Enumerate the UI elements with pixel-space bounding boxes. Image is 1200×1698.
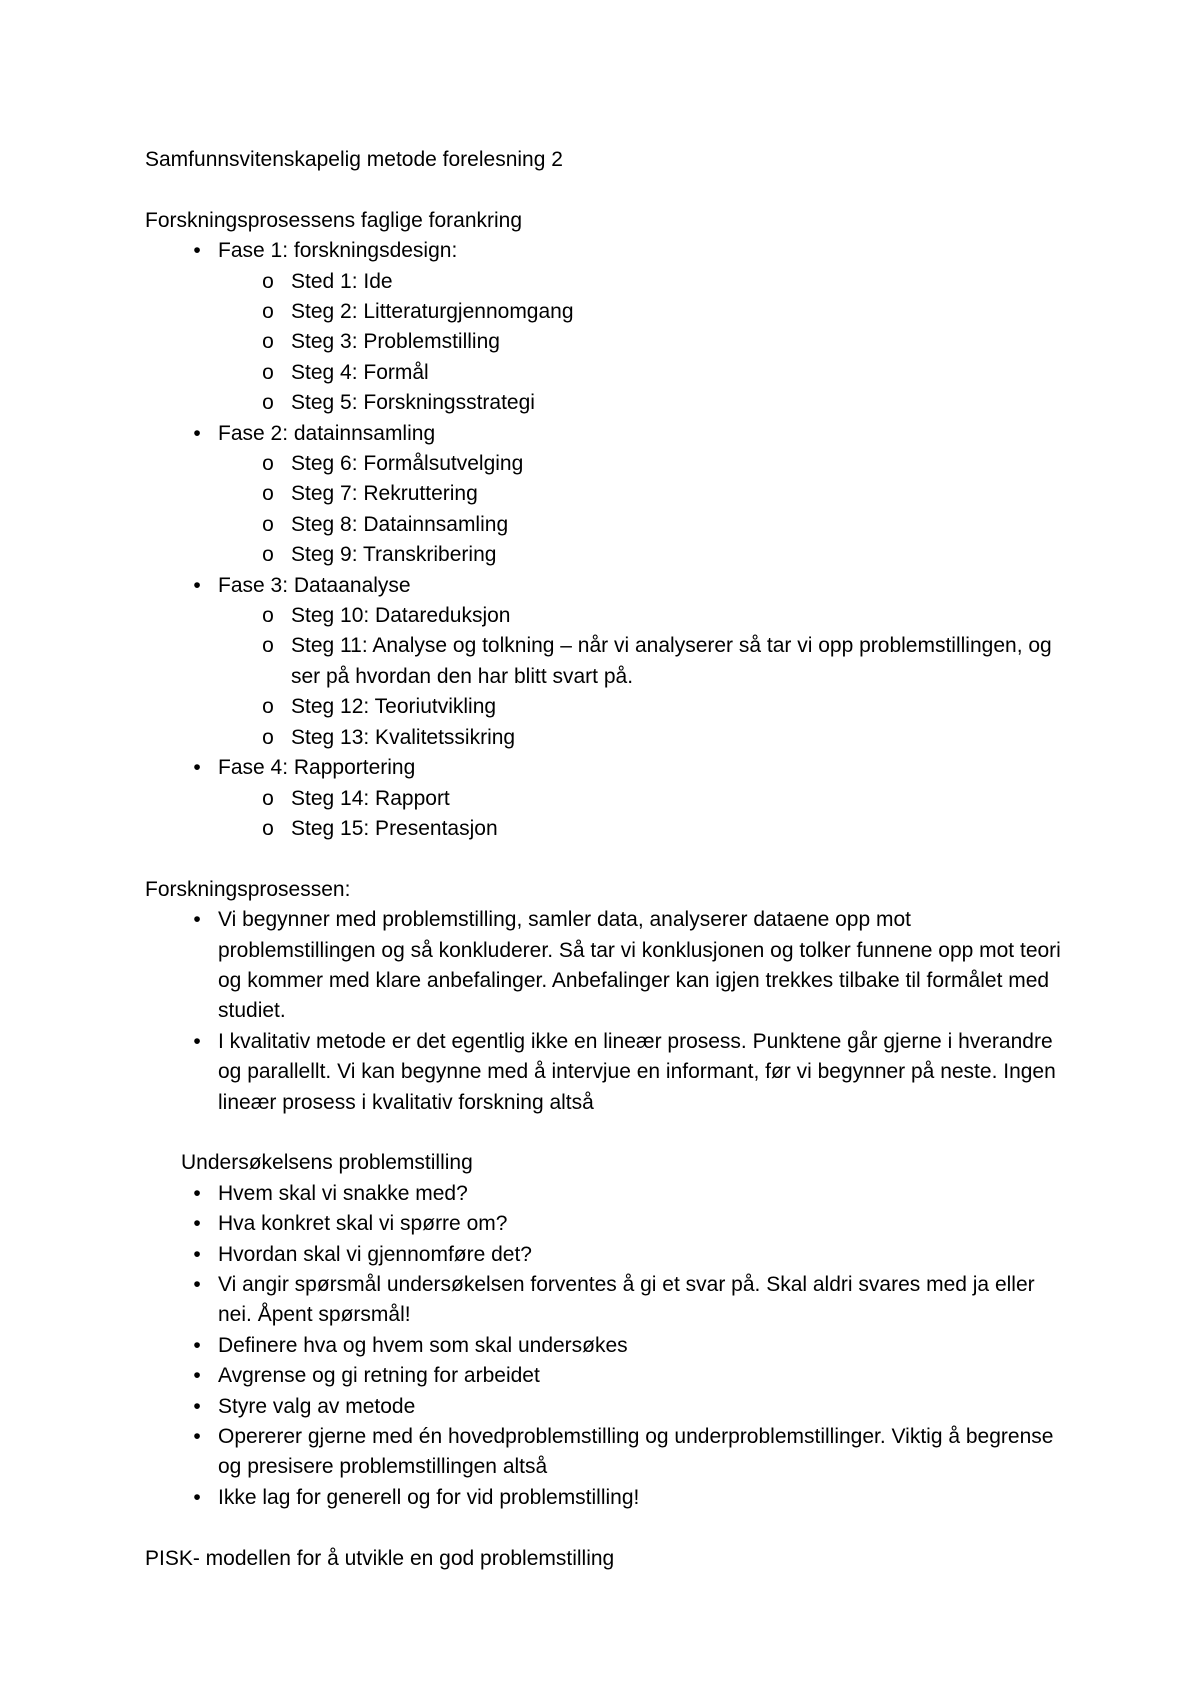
step-item	[218, 692, 1065, 722]
step-item	[218, 510, 1065, 540]
step-label: Steg 3: Problemstilling	[291, 330, 500, 354]
step-list	[218, 784, 1065, 845]
step-label: Steg 8: Datainnsamling	[291, 512, 509, 536]
list-item	[145, 1361, 1065, 1391]
bullet-icon: •	[193, 1181, 201, 1205]
bullet-icon: •	[193, 573, 201, 597]
step-item	[218, 784, 1065, 814]
phase-list	[145, 236, 1065, 844]
phase-item	[145, 236, 1065, 418]
step-item	[218, 479, 1065, 509]
step-label: Steg 7: Rekruttering	[291, 482, 478, 506]
bullet-icon: •	[193, 1272, 201, 1296]
step-label: Steg 12: Teoriutvikling	[291, 695, 497, 719]
section-heading-pisk: PISK- modellen for å utvikle en god problemstilling	[145, 1546, 615, 1570]
list-item	[145, 905, 1065, 1027]
blank-line	[145, 175, 1065, 205]
step-list	[218, 601, 1065, 753]
step-label: Steg 15: Presentasjon	[291, 816, 498, 840]
phase-item	[145, 419, 1065, 571]
circle-bullet-icon: o	[262, 816, 274, 840]
circle-bullet-icon: o	[262, 391, 274, 415]
step-label: Steg 9: Transkribering	[291, 543, 497, 567]
list-item	[145, 1209, 1065, 1239]
circle-bullet-icon: o	[262, 360, 274, 384]
list-item-text: Vi angir spørsmål undersøkelsen forventes å gi et svar på. Skal aldri svares med ja eller nei. Åpent spørsmål!	[218, 1272, 1035, 1327]
step-label: Steg 10: Datareduksjon	[291, 604, 511, 628]
document-title: Samfunnsvitenskapelig metode forelesning 2	[145, 148, 563, 171]
step-item	[218, 723, 1065, 753]
step-label: Steg 2: Litteraturgjennomgang	[291, 300, 574, 324]
section-heading-forankring: Forskningsprosessens faglige forankring	[145, 208, 523, 232]
phase-item	[145, 571, 1065, 753]
step-label: Steg 11: Analyse og tolkning – når vi analyserer så tar vi opp problemstillingen, og ser på hvordan den har blitt svart på.	[291, 634, 1052, 688]
bullet-icon: •	[193, 1364, 201, 1388]
circle-bullet-icon: o	[262, 269, 274, 293]
circle-bullet-icon: o	[262, 512, 274, 536]
phase-label: Fase 4: Rapportering	[218, 756, 416, 780]
step-item	[218, 449, 1065, 479]
step-item	[218, 631, 1065, 692]
step-item	[218, 327, 1065, 357]
phase-item	[145, 753, 1065, 844]
list-item-text: Hva konkret skal vi spørre om?	[218, 1212, 508, 1236]
step-label: Steg 14: Rapport	[291, 786, 450, 810]
step-label: Sted 1: Ide	[291, 269, 393, 293]
step-item	[218, 297, 1065, 327]
circle-bullet-icon: o	[262, 786, 274, 810]
step-label: Steg 13: Kvalitetssikring	[291, 725, 516, 749]
section-heading-forskningsprosessen: Forskningsprosessen:	[145, 877, 351, 901]
list-item	[145, 1422, 1065, 1483]
problemstilling-list	[145, 1179, 1065, 1513]
circle-bullet-icon: o	[262, 604, 274, 628]
list-item-text: I kvalitativ metode er det egentlig ikke en lineær prosess. Punktene går gjerne i hverandre og parallellt. Vi kan begynne med å intervjue en informant, før vi begynner på neste. Ingen lineær prosess i kvalitativ forskning altså	[218, 1029, 1056, 1114]
bullet-icon: •	[193, 1212, 201, 1236]
process-list	[145, 905, 1065, 1118]
list-item-text: Definere hva og hvem som skal undersøkes	[218, 1333, 628, 1357]
blank-line	[145, 1513, 1065, 1543]
list-item	[145, 1331, 1065, 1361]
bullet-icon: •	[193, 756, 201, 780]
circle-bullet-icon: o	[262, 482, 274, 506]
phase-label: Fase 2: datainnsamling	[218, 421, 436, 445]
step-item	[218, 814, 1065, 844]
step-item	[218, 358, 1065, 388]
list-item	[145, 1483, 1065, 1513]
list-item-text: Styre valg av metode	[218, 1394, 416, 1418]
list-item-text: Avgrense og gi retning for arbeidet	[218, 1364, 540, 1388]
phase-label: Fase 1: forskningsdesign:	[218, 239, 458, 263]
step-label: Steg 5: Forskningsstrategi	[291, 391, 535, 415]
list-item	[145, 1027, 1065, 1118]
bullet-icon: •	[193, 239, 201, 263]
bullet-icon: •	[193, 1485, 201, 1509]
circle-bullet-icon: o	[262, 634, 274, 658]
step-item	[218, 388, 1065, 418]
step-list	[218, 267, 1065, 419]
bullet-icon: •	[193, 1242, 201, 1266]
circle-bullet-icon: o	[262, 695, 274, 719]
list-item	[145, 1270, 1065, 1331]
list-item	[145, 1179, 1065, 1209]
bullet-icon: •	[193, 1333, 201, 1357]
blank-line	[145, 844, 1065, 874]
step-list	[218, 449, 1065, 571]
list-item-text: Hvem skal vi snakke med?	[218, 1181, 468, 1205]
bullet-icon: •	[193, 1425, 201, 1449]
step-item	[218, 601, 1065, 631]
circle-bullet-icon: o	[262, 452, 274, 476]
blank-line	[145, 1118, 1065, 1148]
section-heading-problemstilling: Undersøkelsens problemstilling	[181, 1151, 473, 1175]
list-item-text: Ikke lag for generell og for vid problemstilling!	[218, 1485, 640, 1509]
bullet-icon: •	[193, 1394, 201, 1418]
bullet-icon: •	[193, 421, 201, 445]
bullet-icon: •	[193, 908, 201, 932]
list-item-text: Vi begynner med problemstilling, samler data, analyserer dataene opp mot problemstillingen og så konkluderer. Så tar vi konklusjonen og tolker funnene opp mot teori og kommer med klare anbefalinger. Anbefalinger kan igjen trekkes tilbake til formålet med studiet.	[218, 908, 1061, 1023]
circle-bullet-icon: o	[262, 300, 274, 324]
list-item	[145, 1240, 1065, 1270]
list-item	[145, 1392, 1065, 1422]
step-item	[218, 540, 1065, 570]
step-item	[218, 267, 1065, 297]
phase-label: Fase 3: Dataanalyse	[218, 573, 411, 597]
step-label: Steg 4: Formål	[291, 360, 429, 384]
list-item-text: Opererer gjerne med én hovedproblemstilling og underproblemstillinger. Viktig å begrense og presisere problemstillingen altså	[218, 1425, 1054, 1479]
circle-bullet-icon: o	[262, 543, 274, 567]
list-item-text: Hvordan skal vi gjennomføre det?	[218, 1242, 532, 1266]
document-content	[145, 145, 1065, 1574]
circle-bullet-icon: o	[262, 725, 274, 749]
step-label: Steg 6: Formålsutvelging	[291, 452, 524, 476]
circle-bullet-icon: o	[262, 330, 274, 354]
bullet-icon: •	[193, 1029, 201, 1053]
